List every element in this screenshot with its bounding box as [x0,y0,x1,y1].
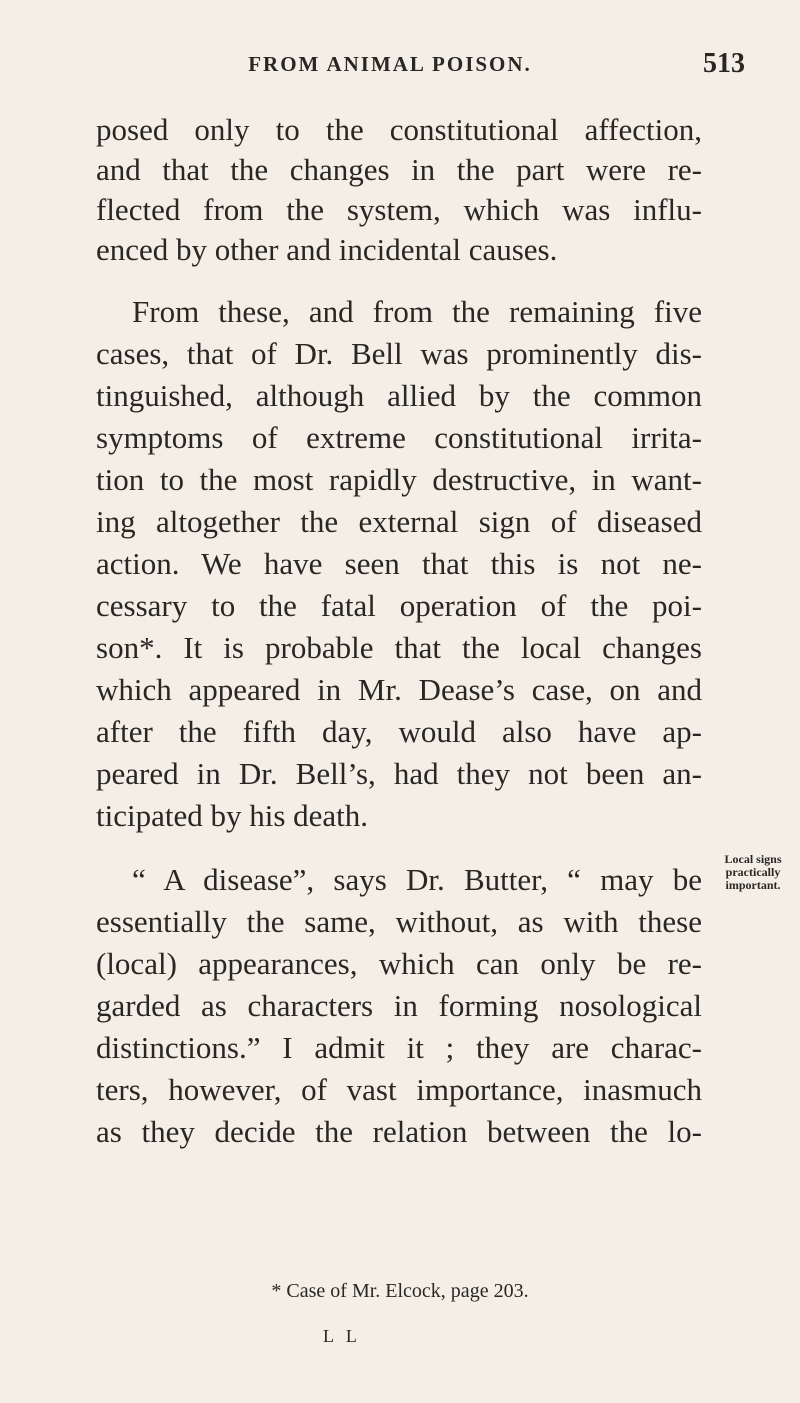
text-line: cases, that of Dr. Bell was prominently dis- [96,336,702,371]
text-line: as they decide the relation between the lo- [96,1114,702,1149]
text-line: which appeared in Mr. Dease’s case, on and [96,672,702,707]
text-line: ters, however, of vast importance, inasmuch [96,1072,702,1107]
text-line: garded as characters in forming nosological [96,988,702,1023]
text-line: tion to the most rapidly destructive, in want- [96,462,702,497]
text-line: after the fifth day, would also have ap- [96,714,702,749]
page-number: 513 [703,48,745,79]
text-line: flected from the system, which was influ- [96,192,702,227]
text-line: posed only to the constitutional affection, [96,112,702,147]
signature-mark: L L [323,1326,361,1346]
text-line: tinguished, although allied by the common [96,378,702,413]
running-title: FROM ANIMAL POISON. [248,52,532,76]
text-line: “ A disease”, says Dr. Butter, “ may be [132,862,702,897]
text-line: distinctions.” I admit it ; they are charac- [96,1030,702,1065]
text-line: (local) appearances, which can only be re- [96,946,702,981]
text-line: ing altogether the external sign of diseased [96,504,702,539]
text-line: son*. It is probable that the local changes [96,630,702,665]
text-line: ticipated by his death. [96,798,369,833]
text-line: cessary to the fatal operation of the poi- [96,588,702,623]
margin-note-line: Local signs [724,852,782,866]
text-line: and that the changes in the part were re- [96,152,702,187]
text-line: enced by other and incidental causes. [96,232,558,267]
margin-note-line: important. [725,878,781,892]
text-line: peared in Dr. Bell’s, had they not been an- [96,756,702,791]
text-line: symptoms of extreme constitutional irrita- [96,420,702,455]
margin-note-line: practically [725,865,781,879]
margin-note [710,853,796,892]
text-line: action. We have seen that this is not ne- [96,546,702,581]
footnote: * Case of Mr. Elcock, page 203. [271,1280,529,1302]
text-line: essentially the same, without, as with these [96,904,702,939]
text-line: From these, and from the remaining five [132,294,702,329]
